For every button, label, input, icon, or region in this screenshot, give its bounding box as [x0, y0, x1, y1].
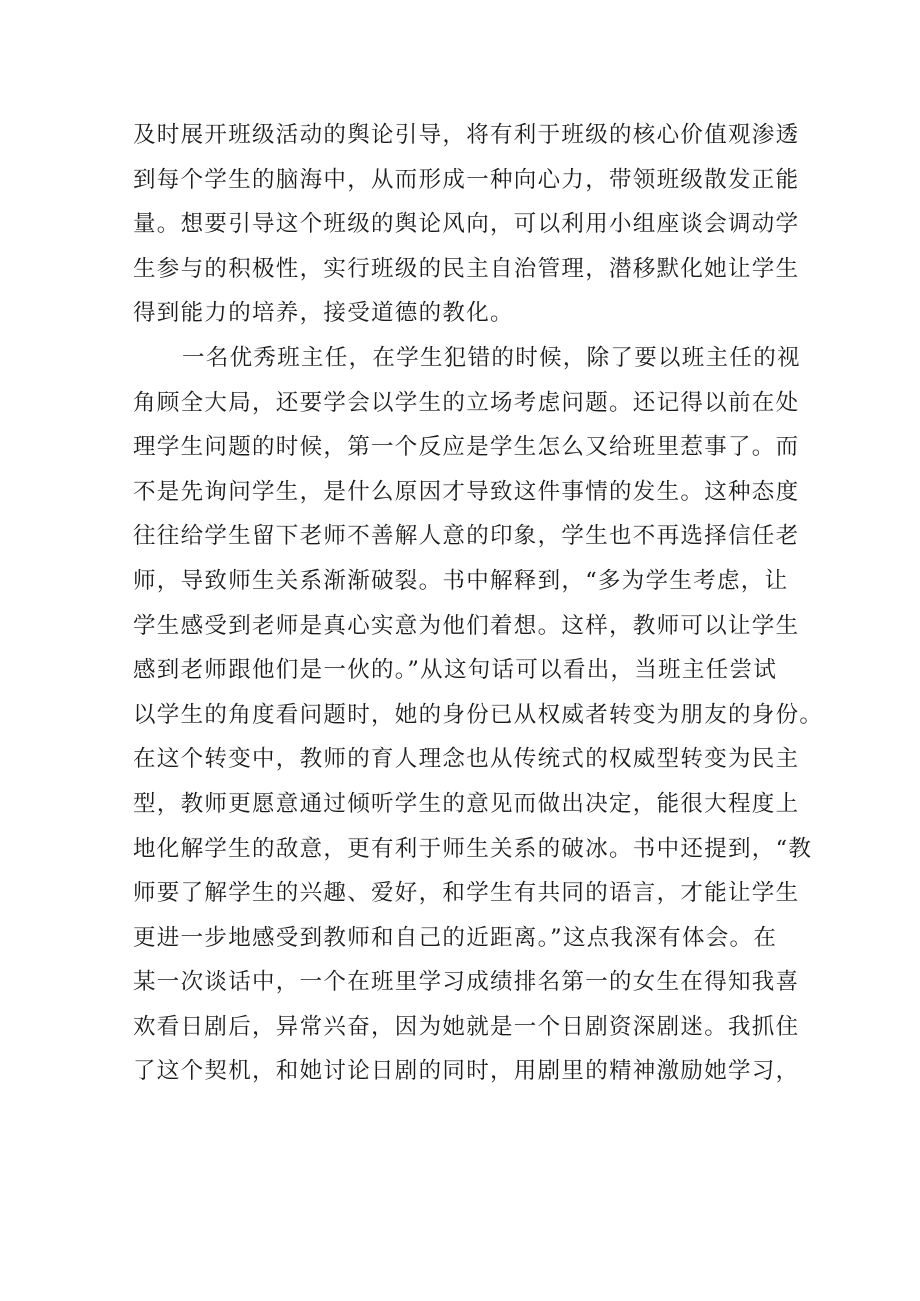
text-line: 以学生的角度看问题时，她的身份已从权威者转变为朋友的身份。 — [133, 701, 824, 728]
text-line: 角顾全大局，还要学会以学生的立场考虑问题。还记得以前在处 — [133, 389, 800, 416]
text-line: 某一次谈话中，一个在班里学习成绩排名第一的女生在得知我喜 — [133, 969, 800, 996]
text-line: 一名优秀班主任，在学生犯错的时候，除了要以班主任的视 — [182, 344, 801, 371]
paragraph-2 — [133, 336, 833, 1094]
text-line: 师要了解学生的兴趣、爱好，和学生有共同的语言，才能让学生 — [133, 880, 800, 907]
text-line: 更进一步地感受到教师和自己的近距离。”这点我深有体会。在 — [133, 924, 778, 951]
text-line: 及时展开班级活动的舆论引导，将有利于班级的核心价值观渗透 — [133, 122, 800, 148]
text-line: 在这个转变中，教师的育人理念也从传统式的权威型转变为民主 — [133, 746, 800, 773]
text-line: 得到能力的培养，接受道德的教化。 — [133, 300, 514, 327]
text-line: 型，教师更愿意通过倾听学生的意见而做出决定，能很大程度上 — [133, 790, 800, 817]
text-line: 地化解学生的敌意，更有利于师生关系的破冰。书中还提到，“教 — [133, 835, 813, 862]
text-line: 师，导致师生关系渐渐破裂。书中解释到，“多为学生考虑，让 — [133, 567, 789, 594]
document-body — [133, 113, 833, 1094]
text-line: 不是先询问学生，是什么原因才导致这件事情的发生。这种态度 — [133, 478, 800, 505]
text-line: 欢看日剧后，异常兴奋，因为她就是一个日剧资深剧迷。我抓住 — [133, 1013, 800, 1040]
paragraph-1 — [133, 113, 833, 336]
text-line: 生参与的积极性，实行班级的民主自治管理，潜移默化她让学生 — [133, 255, 800, 282]
text-line: 理学生问题的时候，第一个反应是学生怎么又给班里惹事了。而 — [133, 434, 800, 461]
text-line: 到每个学生的脑海中，从而形成一种向心力，带领班级散发正能 — [133, 166, 800, 193]
text-line: 往往给学生留下老师不善解人意的印象，学生也不再选择信任老 — [133, 523, 800, 550]
text-line: 感到老师跟他们是一伙的。”从这句话可以看出，当班主任尝试 — [133, 657, 778, 684]
text-line: 量。想要引导这个班级的舆论风向，可以利用小组座谈会调动学 — [133, 211, 800, 238]
text-line: 学生感受到老师是真心实意为他们着想。这样，教师可以让学生 — [133, 612, 800, 639]
text-line: 了这个契机，和她讨论日剧的同时，用剧里的精神激励她学习， — [133, 1058, 800, 1085]
